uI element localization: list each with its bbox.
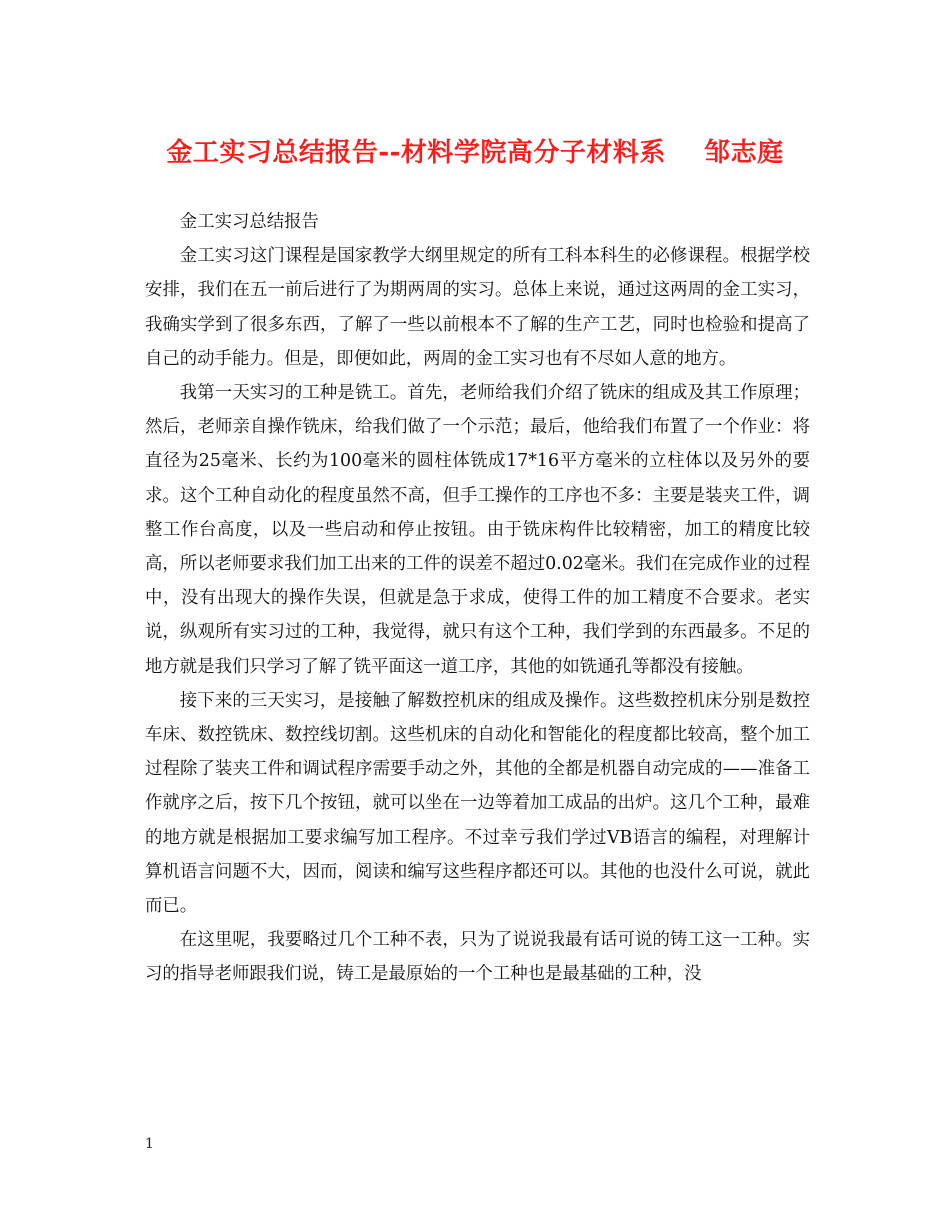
document-title: 金工实习总结报告--材料学院高分子材料系 邹志庭 (166, 138, 784, 168)
paragraph-heading: 金工实习总结报告 (179, 212, 319, 232)
page-number: 1 (145, 1136, 154, 1152)
paragraph: 我第一天实习的工种是铣工。首先，老师给我们介绍了铣床的组成及其工作原理；然后，老师亲自操作铣床，给我们做了一个示范；最后，他给我们布置了一个作业：将直径为25毫米、长约为100毫米的圆柱体铣成17*16平方毫米的立柱体以及另外的要求。这个工种自动化的程度虽然不高，但手工操作的工序也不多：主要是装夹工件，调整工作台高度，以及一些启动和停止按钮。由于铣床构件比较精密，加工的精度比较高，所以老师要求我们加工出来的工件的误差不超过0.02毫米。我们在完成作业的过程中，没有出现大的操作失误，但就是急于求成，使得工件的加工精度不合要求。老实说，纵观所有实习过的工种，我觉得，就只有这个工种，我们学到的东西最多。不足的地方就是我们只学习了解了铣平面这一道工序，其他的如铣通孔等都没有接触。 (145, 383, 810, 677)
document-body (145, 205, 810, 992)
paragraph: 金工实习这门课程是国家教学大纲里规定的所有工科本科生的必修课程。根据学校安排，我们在五一前后进行了为期两周的实习。总体上来说，通过这两周的金工实习，我确实学到了很多东西，了解了一些以前根本不了解的生产工艺，同时也检验和提高了自己的动手能力。但是，即便如此，两周的金工实习也有不尽如人意的地方。 (145, 246, 810, 369)
paragraph: 接下来的三天实习，是接触了解数控机床的组成及操作。这些数控机床分别是数控车床、数控铣床、数控线切割。这些机床的自动化和智能化的程度都比较高，整个加工过程除了装夹工件和调试程序需要手动之外，其他的全都是机器自动完成的——准备工作就序之后，按下几个按钮，就可以坐在一边等着加工成品的出炉。这几个工种，最难的地方就是根据加工要求编写加工程序。不过幸亏我们学过VB语言的编程，对理解计算机语言问题不大，因而，阅读和编写这些程序都还可以。其他的也没什么可说，就此而已。 (145, 690, 810, 917)
paragraph: 在这里呢，我要略过几个工种不表，只为了说说我最有话可说的铸工这一工种。实习的指导老师跟我们说，铸工是最原始的一个工种也是最基础的工种，没 (145, 930, 810, 985)
